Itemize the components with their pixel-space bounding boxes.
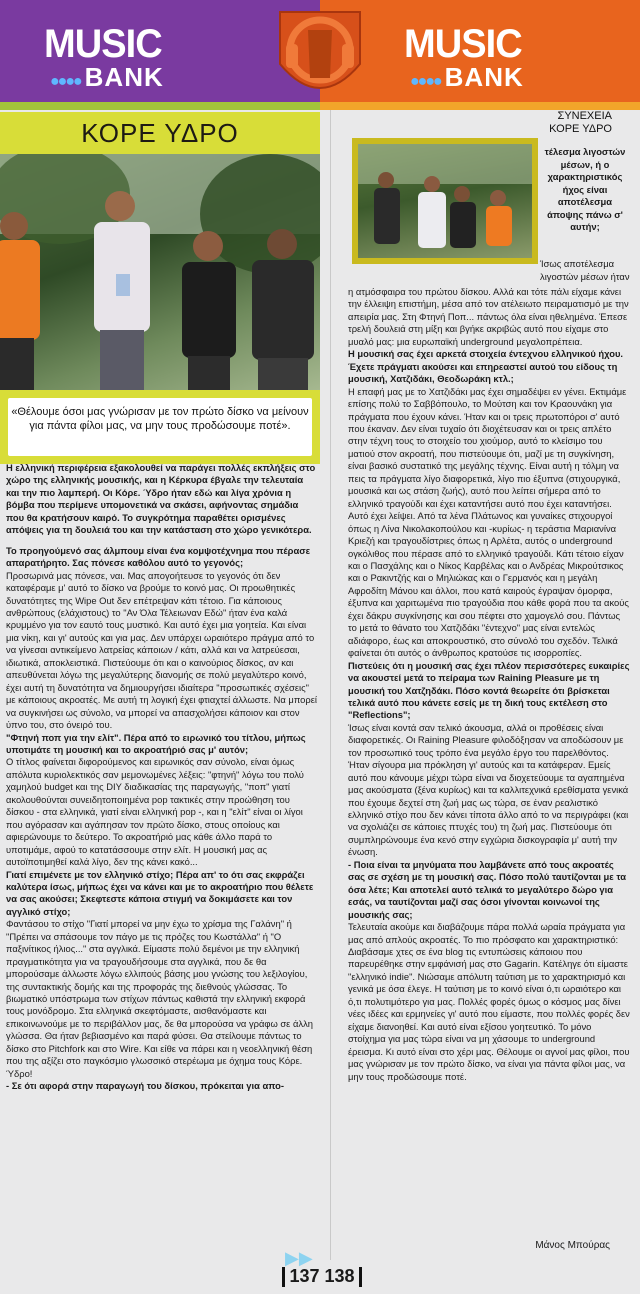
right-col-answer-start: Ίσως αποτέλεσμα λιγοστών μέσων ήταν [540,258,630,282]
logo-left-music: MUSIC [44,22,162,66]
right-col-continued-question: τέλεσμα λιγοστών μέσων, ή ο χαρακτηριστικός ήχος είναι αποτέλεσμα άποψης πάνω σ' αυτήν; [544,146,626,232]
answer-4: η ατμόσφαιρα του πρώτου δίσκου. Αλλά και τότε πάλι είχαμε κάνει την έλλειψη επιστήμη, μέσα από τον ατέλειωτο πειραματισμό με την απειρία μας. Στη Φτηνή Ποπ... πάντως όλα είναι ηθελημένα. Έπεσε τρελή δουλειά στη μίξη και βγήκε ακριβώς αυτό που είχαμε στο μυαλό μας: μια ευρωπαϊκή underground μεγαλοπρέπεια. [348,286,629,347]
question-2: "Φτηνή ποπ για την ελίτ". Πέρα από το ειρωνικό του τίτλου, μήπως υποτιμάτε τη μουσική και το ακροατήριό σας μ' αυτόν; [6,731,306,755]
band-photo-main [0,154,320,390]
left-column [6,462,318,1093]
page-number-right: 138 [324,1266,355,1286]
continued-label [549,110,612,136]
gutter-divider [330,110,331,1260]
logo-dots-icon: ●●●● [50,73,81,90]
headphones-emblem-icon [268,4,372,108]
page-numbers [272,1262,372,1290]
question-1: Το προηγούμενό σας άλμπουμ είναι ένα κομψοτέχνημα που πέρασε απαρατήρητο. Σας πόνεσε καθόλου αυτό το γεγονός; [6,544,311,569]
answer-5: Η επαφή μας με το Χατζιδάκι μας έχει σημαδέψει εν γένει. Εκτιμάμε επίσης πολύ το Σαββόπουλο, το Μούτση και τον Κραουνάκη για πράγματα που έχουν κάνει. Ήταν και οι τρεις πρωτοπόροι σ' αυτό που έκαναν. Δεν είναι τυχαίο ότι διοχέτευσαν και οι τρεις απλέτο στην τέχνη τους το στοιχείο του χιούμορ, αυτό το κλείσιμο του ματιού στον ακροατή, που πιστεύουμε ότι, μαζί με τη συγκίνηση, είναι βασικό συστατικό της μεγάλης τέχνης. Είναι αυτή η τόλμη να πεις τα πράγματα λίγο διαφορετικά, λίγο πιο έξυπνα (στιχουργικά, μουσικά και ως στάση ζωής), αυτό που λείπει σήμερα από το ελληνικό τραγούδι και έχει καταντήσει αυτό που έχει καταντήσει. Αυτό έχει λείψει. Από τα λένα Πλάτωνος και γυναίκες στιχουργοί όπως η Λίνα Νικολακοπούλου και -κυρίως- η τεράστια Μαριανίνα Κριεζή και τραγουδίστριες όπως η Αρλέτα, αυτός ο underground ογκόλιθος που πέρασε από το ελληνικό τραγούδι. Κάτι τέτοιο είχαν και ο Πασχάλης και ο Νίκος Καρβέλας και ο Ανδρέας Μικρούτσικος και ο Ρακιντζής και ο Μηλιώκας και ο Γερμανός και η μεγάλη Αφροδίτη Μάνου και άλλοι, που κατά καιρούς έγραψαν όμορφα, έξυπνα και χαριτωμένα πιο τραγούδια που κάθε φορά που τα ακούς έχει δάκρυ συγκίνησης και σου πέφτει στο χαμογελό σου. Πάντως το μετά το θάνατο του Χατζιδάκι "έντεχνο" μας είναι εντελώς αδιάφορο, έως και αποκρουστικό, στο σύνολό του σχεδόν. Τελικά φαίνεται ότι αυτός ο άνθρωπος κρατούσε τις ισορροπίες. [348,385,629,659]
logo-right-music: MUSIC [404,22,522,66]
section-title: ΚΟΡΕ ΥΔΡΟ [81,118,239,148]
music-bank-logo-left [44,24,168,95]
answer-3: Φαντάσου το στίχο "Γιατί μπορεί να μην έχω το χρίσμα της Γαλάνη" ή "Πρέπει να σπάσουμε τον πάγο με τις πρόζες του Κωστάλλα" ή "Ο παξινίτικος ήλιος..." στα αγγλικά. Είμαστε πολύ δεμένοι με την ελληνική πραγματικότητα για να τραγουδήσουμε στα αγγλικά, που δε θα μπορούσαμε άλλωστε λόγω ελλιπούς βάσης μου γνώσης του λεξιλογίου, της συντακτικής δομής και της προφοράς της διεθνούς γλώσσας. Το βιωματικό υπόστρωμα των στίχων πάντως καθιστά την ελληνική εκφορά τους μονόδρομο. Στα ελληνικά σκεφτόμαστε, αισθανόμαστε και επικοινωνούμε με το περιβάλλον μας, δε θα μπορούσα να γράφω σε άλλη γλώσσα. Θα ήταν βεβιασμένο και παρά φύσει. Θα στείλουμε πάντως το δίσκο στο Pitchfork και στο Wire. Και είθε να πάρει και η νεοελληνική θέση που της αξίζει στο παγκόσμιο γλωσσικό στερέωμα με όχημα τους Κόρε. Ύδρο! [6,918,313,1079]
continued-word: ΣΥΝΕΧΕΙΑ [557,110,612,122]
answer-1: Προσωρινά μας πόνεσε, ναι. Μας απογοήτευσε το γεγονός ότι δεν καταφέραμε μ' αυτό το δίσκο να βρούμε το κοινό μας. Οι προωθητικές δυνατότητες της Wipe Out δεν επέτρεψαν κάτι τέτοιο. Για κάποιους ανθρώπους (ελάχιστους) το "Αν Όλα Τέλειωναν Εδώ" ήταν ένα καλά κρυμμένο για τον εαυτό τους μυστικό. Και αυτό έχει μια γοητεία. Και είναι μια νίκη, και γι' αυτούς και για μας. Δεν υπάρχει ωραιότερο πράγμα από το να γίνεσαι αντικείμενο λατρείας κάποιων / κάτι, αλλά και να λατρεύεσαι, ιδιωτικά, αποκλειστικά. Πιστεύουμε ότι και ο καινούριος δίσκος, αν και απευθύνεται λόγω της μεγαλύτερης διανομής σε πολύ μεγαλύτερο κοινό, έχει αυτή τη δυνατότητα να δημιουργήσει ιδιαίτερα "προσωπικές σχέσεις" με κάποιους ακροατές. Με αυτή τη λογική έχει φτιαχτεί άλλωστε. Να μπορεί να συγκινήσει ως σύνολο, να μπορεί να απασχολήσει κάποιον και στον ύπνο του, στο όνειρό του. [6,569,317,731]
logo-dots-icon: ●●●● [410,73,441,90]
right-column [348,286,630,1083]
answer-7: Τελευταία ακούμε και διαβάζουμε πάρα πολλά ωραία πράγματα για μας από απλούς ακροατές. Το πιο πρόσφατο και χαρακτηριστικό: Διαβάσαμε χτες σε ένα blog τις εντυπώσεις κάποιου που παρευρέθηκε στην εμφάνισή μας στο Gagarin. Κατέληγε ότι είμαστε "ελληνικό indie". Νιώσαμε απόλυτη ταύτιση με το χαρακτηρισμό και γενικά με όσα έλεγε. Η ταύτιση με το κοινό είναι ό,τι ωραιότερο και ό,τι πολυτιμότερο για μας. Πολλές φορές όμως ο κόσμος μας δίνει νέες ιδέες και ερμηνείες γι' αυτό που είμαστε, που πολλές φορές δεν είχαμε διανοηθεί. Και αυτό είναι εξίσου γοητευτικό. Το μόνο στοίχημα για μας τώρα είναι να μη χάσουμε το underground έρεισμα. Κι αυτό είναι στο χέρι μας. Θέλουμε οι αγνοί μας φίλοι, που μας γνώρισαν με τον πρώτο δίσκο, να είναι για πάντα φίλοι μας, να μην τους προδώσουμε ποτέ. [348,921,630,1082]
answer-2: Ο τίτλος φαίνεται διφορούμενος και ειρωνικός σαν σύνολο, είναι όμως απόλυτα κυριολεκτικός σαν μεμονωμένες λέξεις: "φτηνή" λόγω του πολύ χαμηλού budget και της DIY διαδικασίας της παραγωγής, "ποπ" γιατί ακολουθούνται συνειδητοποιημένα pop τακτικές στην προώθηση του δίσκου - στα ελληνικά, γιατί είναι ελληνική pop -, και η "ελίτ" είναι οι λίγοι που αγόρασαν και αγάπησαν τον πρώτο δίσκο, στους οποίους και αφιερώνουμε το δεύτερο. Το ακροατήριό μας κάθε άλλο παρά το υποτιμάμε, αφού το κατατάσσουμε στην ελίτ. Η μουσική μας ας αυτοϊποτιμηθεί καλά λίγο, δεν της κάνει κακό... [6,756,304,868]
intro-paragraph: Η ελληνική περιφέρεια εξακολουθεί να παράγει πολλές εκπλήξεις στο χώρο της ελληνικής μουσικής, και η Κέρκυρα έβγαλε την τελευταία και την πιο λαμπερή. Οι Κόρε. Ύδρο ήταν εδώ και λίγα χρόνια η βόμβα που περίμενε υπομονετικά να σκάσει, αφήνοντας σημάδια που θα κρατήσουν καιρό. Το συγκρότημα παραθέτει ορισμένες απόψεις για τη δουλειά του και την κατάσταση στο χώρο γενικότερα. [6,462,316,536]
band-photo-secondary [358,144,532,258]
answer-6: Ίσως είναι κοντά σαν τελικό άκουσμα, αλλά οι προθέσεις είναι διαφορετικές. Οι Raining Pleasure φιλοδόξησαν να αποδώσουν με τον προσωπικό τους τρόπο ένα μεγάλο έργο του παρελθόντος. Ήταν σίγουρα μια πρόκληση γι' αυτούς και τα κατάφεραν. Εμείς αυτό που κάνουμε μέχρι τώρα είναι να διοχετεύουμε τα αγαπημένα μας ακούσματα (ξένα κυρίως) και τα καλλιτεχνικά ερεθίσματα γενικά που έχουμε δεχτεί στη ζωή μας ως τώρα, σε έναν ρεαλιστικό ελληνικό στίχο που δεν κάνει τίποτα άλλο από το να περιγράφει (και να σχολιάζει σε κάποιες πτυχές του) τη ζωή μας. Πιστεύουμε ότι συμπληρώνουμε ένα κενό στην εγχώρια δισκογραφία μ' αυτή την ένωση. [348,721,629,858]
continued-title: ΚΟΡΕ ΥΔΡΟ [549,123,612,135]
question-7: - Ποια είναι τα μηνύματα που λαμβάνετε από τους ακροατές σας σε σχέση με τη μουσική σας. Πόσο πολύ ταυτίζονται με τα όσα λέτε; Και αποτελεί αυτό τελικά το μεγαλύτερο δώρο για εσάς, να ταυτίζονται μαζί σας όσοι γίνονται κοινωνοί της μουσικής σας; [348,858,627,920]
pull-quote-box [0,390,320,464]
question-3: Γιατί επιμένετε με τον ελληνικό στίχο; Πέρα απ' το ότι σας εκφράζει καλύτερα ίσως, μήπως έχει να κάνει και με το ακροατήριο που θέλετε να σας ακούσει; Σκεφτεστε κάποια στιγμή να δοκιμάσετε και τον αγγλικό στίχο; [6,868,314,917]
author-byline: Μάνος Μπούρας [535,1240,610,1251]
music-bank-logo-right [404,24,528,95]
band-photo-secondary-frame [352,138,538,264]
question-4: - Σε ότι αφορά στην παραγωγή του δίσκου, πρόκειται για απο- [6,1080,285,1092]
logo-left-bank: BANK [84,62,164,92]
logo-right-bank: BANK [444,62,524,92]
question-6: Πιστεύεις ότι η μουσική σας έχει πλέον περισσότερες ευκαιρίες να ακουστεί μετά το πείραμα των Raining Pleasure με τη μουσική του Χατζηδάκι. Πόσο κοντά θεωρείτε ότι βρίσκεται τελικά αυτό που κάνετε εσείς με τη δική τους εκτέλεση στο "Reflections"; [348,659,630,721]
page-number-left: 137 [289,1266,320,1286]
section-title-band [0,112,320,154]
pull-quote: «Θέλουμε όσοι μας γνώρισαν με τον πρώτο δίσκο να μείνουν για πάντα φίλοι μας, να μην τους προδώσουμε ποτέ». [8,398,312,456]
continue-arrows-icon: ▶▶ [285,1248,313,1268]
question-5: Η μουσική σας έχει αρκετά στοιχεία έντεχνου ελληνικού ήχου. Έχετε πράγματι ακούσει και επηρεαστεί αυτού του είδους τη μουσική, Χατζιδάκι, Θεοδωράκη κτλ.; [348,348,624,385]
